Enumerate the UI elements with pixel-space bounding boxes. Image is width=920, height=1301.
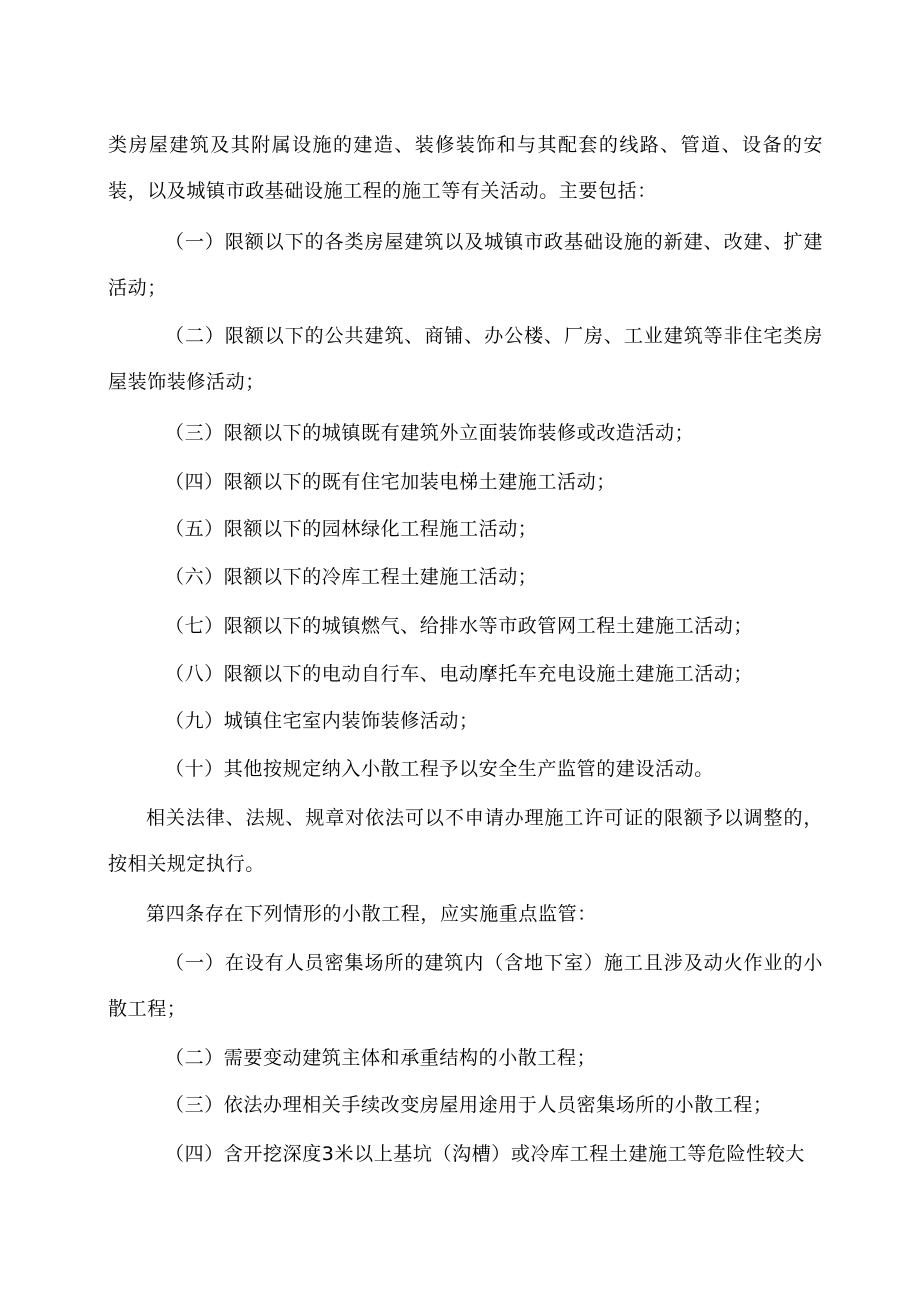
paragraph-item-10: （十）其他按规定纳入小散工程予以安全生产监管的建设活动。 — [165, 758, 714, 780]
paragraph-item-1: （一）限额以下的各类房屋建筑以及城镇市政基础设施的新建、改建、扩建活动； — [108, 231, 823, 299]
paragraph-key-item-1: （一）在设有人员密集场所的建筑内（含地下室）施工且涉及动火作业的小散工程； — [108, 952, 823, 1020]
paragraph-item-2: （二）限额以下的公共建筑、商铺、办公楼、厂房、工业建筑等非住宅类房屋装饰装修活动； — [108, 325, 823, 393]
paragraph-scope-continued: 类房屋建筑及其附属设施的建造、装修装饰和与其配套的线路、管道、设备的安装，以及城镇市政基础设施工程的施工等有关活动。主要包括： — [108, 134, 823, 202]
paragraph-key-item-4: （四）含开挖深度3米以上基坑（沟槽）或冷库工程土建施工等危险性较大 — [165, 1143, 805, 1165]
paragraph-item-6: （六）限额以下的冷库工程土建施工活动； — [165, 566, 538, 588]
paragraph-item-4: （四）限额以下的既有住宅加装电梯土建施工活动； — [165, 471, 616, 493]
paragraph-key-item-3: （三）依法办理相关手续改变房屋用途用于人员密集场所的小散工程； — [165, 1094, 773, 1116]
paragraph-item-8: （八）限额以下的电动自行车、电动摩托车充电设施土建施工活动； — [165, 663, 754, 685]
paragraph-item-5: （五）限额以下的园林绿化工程施工活动； — [165, 518, 538, 540]
paragraph-article-4-heading: 第四条存在下列情形的小散工程，应实施重点监管： — [146, 903, 597, 925]
paragraph-item-9: （九）城镇住宅室内装饰装修活动； — [165, 710, 479, 732]
paragraph-item-3: （三）限额以下的城镇既有建筑外立面装饰装修或改造活动； — [165, 422, 695, 444]
paragraph-key-item-2: （二）需要变动建筑主体和承重结构的小散工程； — [165, 1047, 597, 1069]
paragraph-item-7: （七）限额以下的城镇燃气、给排水等市政管网工程土建施工活动； — [165, 615, 754, 637]
paragraph-limit-adjustment: 相关法律、法规、规章对依法可以不申请办理施工许可证的限额予以调整的，按相关规定执行。 — [108, 807, 823, 875]
